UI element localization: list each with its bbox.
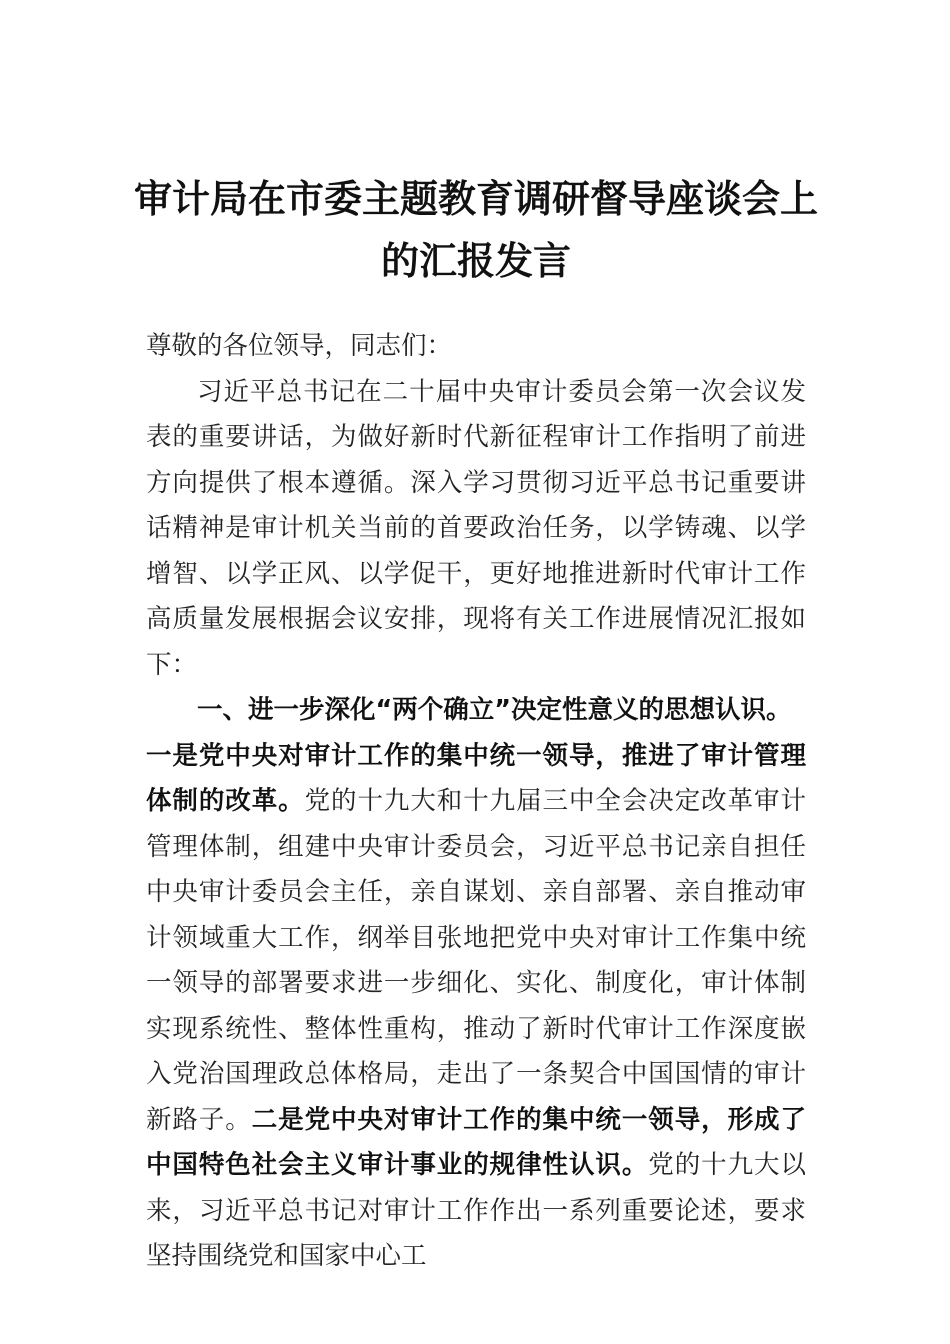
title-line-2: 的汇报发言: [380, 238, 571, 283]
document-title: [126, 168, 826, 292]
salutation: 尊敬的各位领导，同志们：: [146, 331, 453, 361]
point-1-lead: 一是党中央对审计工作的集中统一领导，推进了审计管理体制的改革。: [146, 740, 806, 816]
point-2-text: 党的十九大以来，习近平总书记对审计工作作出一系列重要论述，要求坚持围绕党和国家中心工: [146, 1150, 806, 1271]
point-1-text: 党的十九大和十九届三中全会决定改革审计管理体制，组建中央审计委员会，习近平总书记亲自担任中央审计委员会主任，亲自谋划、亲自部署、亲自推动审计领域重大工作，纲举目张地把党中央对审计工作集中统一领导的部署要求进一步细化、实化、制度化，审计体制实现系统性、整体性重构，推动了新时代审计工作深度嵌入党治国理政总体格局，走出了一条契合中国国情的审计新路子。: [146, 786, 806, 1135]
section-heading: 一、进一步深化“两个确立”决定性意义的思想认识。: [197, 695, 792, 725]
point-2-lead: 二是党中央对审计工作的集中统一领导，形成了中国特色社会主义审计事业的规律性认识。: [146, 1104, 806, 1180]
document-body: [146, 324, 806, 1280]
document-page: [133, 168, 818, 1280]
intro-paragraph: 习近平总书记在二十届中央审计委员会第一次会议发表的重要讲话，为做好新时代新征程审计工作指明了前进方向提供了根本遵循。深入学习贯彻习近平总书记重要讲话精神是审计机关当前的首要政治任务，以学铸魂、以学增智、以学正风、以学促干，更好地推进新时代审计工作高质量发展根据会议安排，现将有关工作进展情况汇报如下：: [146, 376, 806, 680]
section-paragraph: [146, 734, 806, 1280]
title-line-1: 审计局在市委主题教育调研督导座谈会上: [133, 176, 818, 221]
